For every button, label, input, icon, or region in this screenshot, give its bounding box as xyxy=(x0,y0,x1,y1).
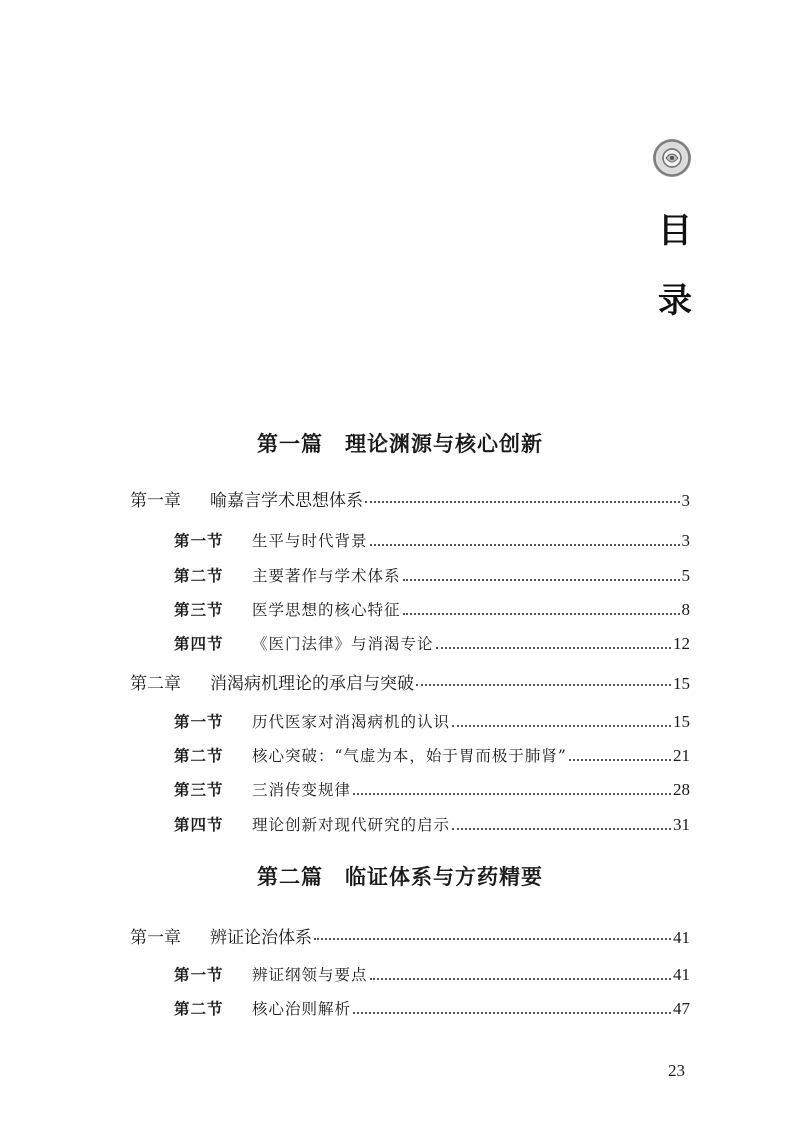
page-ref: 21 xyxy=(673,746,690,765)
section-title: 辨证纲领与要点 xyxy=(252,966,368,984)
chapter-title: 消渴病机理论的承启与突破 xyxy=(210,674,414,694)
heading-char-1: 目 xyxy=(658,211,692,251)
section-title: 《医门法律》与消渴专论 xyxy=(252,635,434,653)
toc-section-entry[interactable] xyxy=(174,963,690,989)
page-ref: 15 xyxy=(673,712,690,731)
section-label: 第四节 xyxy=(174,815,224,834)
dot-leader xyxy=(436,647,671,649)
heading-char-2: 录 xyxy=(658,281,692,321)
section-label: 第二节 xyxy=(174,566,224,585)
toc-chapter-entry[interactable] xyxy=(130,923,690,949)
chapter-title: 喻嘉言学术思想体系 xyxy=(210,491,363,511)
section-title: 历代医家对消渴病机的认识 xyxy=(252,713,451,731)
toc-section-entry[interactable] xyxy=(174,778,690,804)
page-ref: 41 xyxy=(673,965,690,984)
section-label: 第一节 xyxy=(174,965,224,984)
page-ref: 28 xyxy=(673,780,690,799)
page-ref: 8 xyxy=(681,600,690,619)
dot-leader xyxy=(353,793,671,795)
toc-section-entry[interactable] xyxy=(174,632,690,658)
chapter-label: 第二章 xyxy=(130,674,181,694)
section-label: 第二节 xyxy=(174,746,224,765)
section-label: 第三节 xyxy=(174,780,224,799)
dot-leader xyxy=(403,579,680,581)
section-label: 第四节 xyxy=(174,634,224,653)
dot-leader xyxy=(416,684,671,686)
dot-leader xyxy=(452,828,671,830)
toc-section-entry[interactable] xyxy=(174,744,690,770)
part-title xyxy=(0,861,800,891)
part-number: 第二篇 xyxy=(257,865,323,889)
emblem-icon xyxy=(653,139,691,177)
page-ref: 41 xyxy=(673,928,690,947)
page-ref: 47 xyxy=(673,999,690,1018)
toc-section-entry[interactable] xyxy=(174,813,690,839)
toc-section-entry[interactable] xyxy=(174,997,690,1023)
part-subtitle: 临证体系与方药精要 xyxy=(345,865,543,889)
page-ref: 5 xyxy=(681,566,690,585)
dot-leader xyxy=(370,978,671,980)
section-label: 第三节 xyxy=(174,600,224,619)
section-title: 生平与时代背景 xyxy=(252,532,368,550)
section-title: 三消传变规律 xyxy=(252,781,352,799)
part-number: 第一篇 xyxy=(257,432,323,456)
page-ref: 3 xyxy=(681,491,690,510)
section-label: 第二节 xyxy=(174,999,224,1018)
dot-leader xyxy=(353,1012,671,1014)
chapter-title: 辨证论治体系 xyxy=(210,928,312,948)
chapter-label: 第一章 xyxy=(130,928,181,948)
toc-section-entry[interactable] xyxy=(174,598,690,624)
dot-leader xyxy=(365,501,680,503)
section-title: 核心治则解析 xyxy=(252,1000,352,1018)
dot-leader xyxy=(569,759,671,761)
page-ref: 3 xyxy=(681,531,690,550)
page-number: 23 xyxy=(668,1061,685,1080)
toc-section-entry[interactable] xyxy=(174,529,690,555)
part-title xyxy=(0,428,800,458)
chapter-label: 第一章 xyxy=(130,491,181,511)
dot-leader xyxy=(370,544,680,546)
section-title: 核心突破：“气虚为本，始于胃而极于肺肾” xyxy=(252,747,567,765)
section-label: 第一节 xyxy=(174,531,224,550)
dot-leader xyxy=(314,938,671,940)
section-title: 理论创新对现代研究的启示 xyxy=(252,816,451,834)
section-label: 第一节 xyxy=(174,712,224,731)
toc-chapter-entry[interactable] xyxy=(130,486,690,512)
page-ref: 15 xyxy=(673,674,690,693)
dot-leader xyxy=(403,613,680,615)
part-subtitle: 理论渊源与核心创新 xyxy=(345,432,543,456)
page-ref: 31 xyxy=(673,815,690,834)
section-title: 医学思想的核心特征 xyxy=(252,601,401,619)
dot-leader xyxy=(452,725,671,727)
toc-section-entry[interactable] xyxy=(174,710,690,736)
toc-chapter-entry[interactable] xyxy=(130,669,690,695)
toc-section-entry[interactable] xyxy=(174,564,690,590)
page-ref: 12 xyxy=(673,634,690,653)
section-title: 主要著作与学术体系 xyxy=(252,567,401,585)
